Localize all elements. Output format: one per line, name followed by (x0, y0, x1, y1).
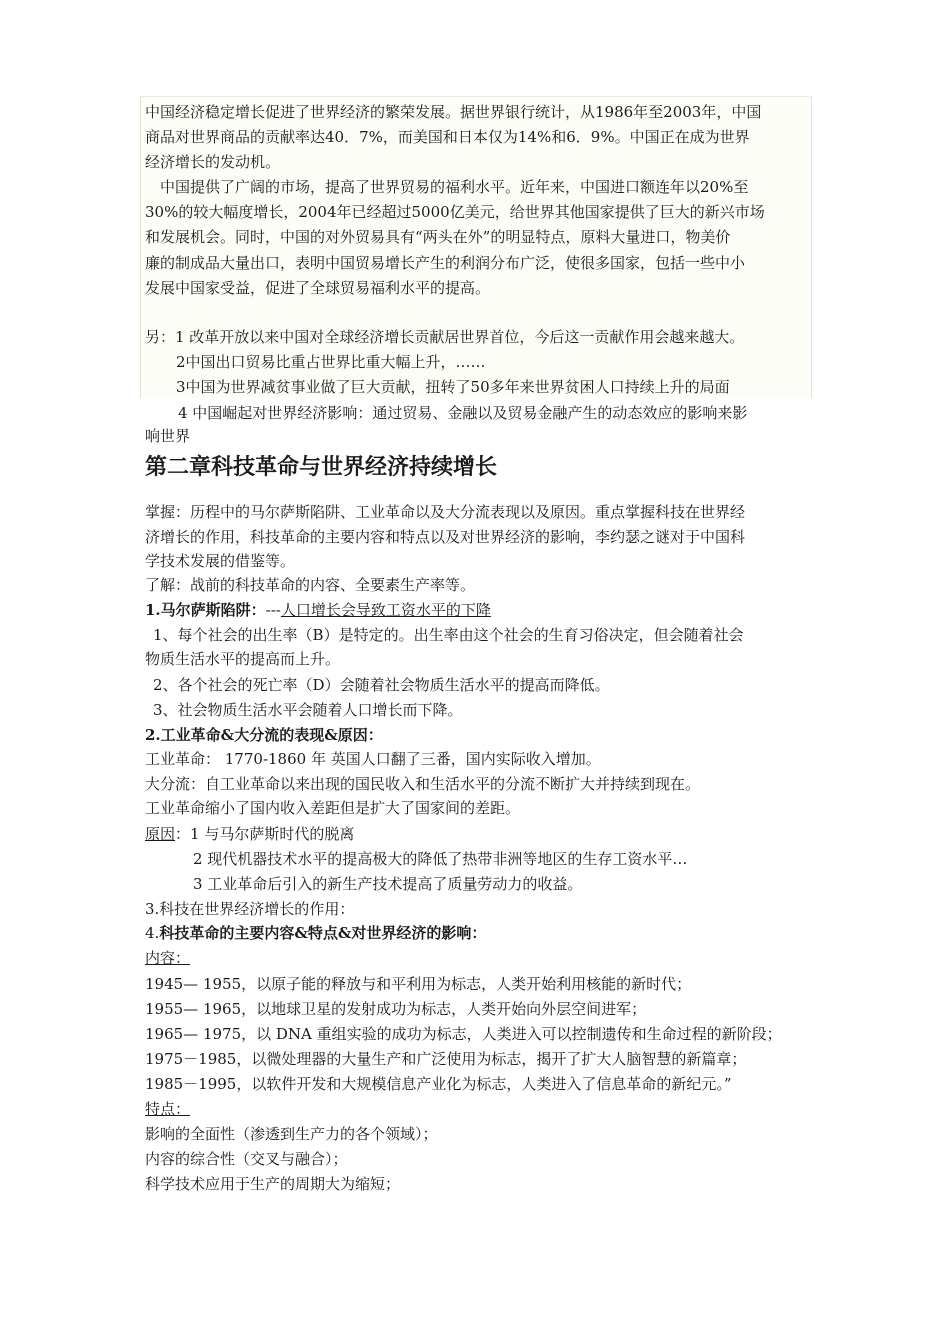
reason-label: 原因 (145, 825, 176, 843)
extra-note-4-cont: 响世界 (145, 427, 191, 445)
great-divergence-line: 大分流：自工业革命以来出现的国民收入和生活水平的分流不断扩大并持续到现在。 (145, 775, 701, 793)
section-1-heading-line (145, 599, 491, 621)
content-item: 1985－1995，以软件开发和大规模信息产业化为标志，人类进入了信息革命的新纪元。” (145, 1075, 732, 1093)
extra-note-4: 4 中国崛起对世界经济影响：通过贸易、金融以及贸易金融产生的动态效应的影响来影 (178, 404, 748, 422)
feature-item: 影响的全面性（渗透到生产力的各个领域）； (145, 1125, 438, 1143)
content-label: 内容： (145, 949, 191, 967)
extra-note-2: 2中国出口贸易比重占世界比重大幅上升，…… (176, 353, 486, 371)
mastery-line: 掌握：历程中的马尔萨斯陷阱、工业革命以及大分流表现以及原因。重点掌握科技在世界经 (145, 503, 746, 521)
mastery-line: 学技术发展的借鉴等。 (145, 552, 296, 570)
mastery-line: 济增长的作用，科技革命的主要内容和特点以及对世界经济的影响，李约瑟之谜对于中国科 (145, 528, 746, 546)
intro-p2-line: 和发展机会。同时，中国的对外贸易具有“两头在外”的明显特点，原料大量进口，物美价 (145, 228, 731, 246)
income-gap-line: 工业革命缩小了国内收入差距但是扩大了国家间的差距。 (145, 799, 521, 817)
extra-note-3: 3中国为世界减贫事业做了巨大贡献，扭转了50多年来世界贫困人口持续上升的局面 (176, 378, 730, 396)
reason-3: 3 工业革命后引入的新生产技术提高了质量劳动力的收益。 (193, 875, 583, 893)
intro-p2-line: 30%的较大幅度增长，2004年已经超过5000亿美元，给世界其他国家提供了巨大的新兴市场 (145, 203, 765, 221)
malthus-definition: 人口增长会导致工资水平的下降 (280, 601, 491, 619)
intro-p2-line: 发展中国家受益，促进了全球贸易福利水平的提高。 (145, 279, 491, 297)
section-4-number: 4. (145, 924, 160, 942)
intro-p1-line: 商品对世界商品的贡献率达40．7%，而美国和日本仅为14%和6．9%。中国正在成为世界 (145, 128, 750, 146)
intro-p2-line: 廉的制成品大量出口，表明中国贸易增长产生的利润分布广泛，使很多国家，包括一些中小 (145, 254, 746, 272)
section-4-heading: 科技革命的主要内容&特点&对世界经济的影响： (159, 924, 487, 942)
content-item: 1945— 1955，以原子能的释放与和平利用为标志，人类开始利用核能的新时代； (145, 975, 692, 993)
reason-1: ：1 与马尔萨斯时代的脱离 (175, 825, 355, 843)
section-3-heading: 3.科技在世界经济增长的作用： (145, 900, 355, 918)
content-item: 1955— 1965，以地球卫星的发射成功为标志，人类开始向外层空间进军； (145, 1000, 647, 1018)
malthus-item-3: 3、社会物质生活水平会随着人口增长而下降。 (153, 701, 463, 719)
intro-p1-line: 中国经济稳定增长促进了世界经济的繁荣发展。据世界银行统计，从1986年至2003年，中国 (145, 103, 762, 121)
content-item: 1975－1985，以微处理器的大量生产和广泛使用为标志，揭开了扩大人脑智慧的新篇章； (145, 1050, 747, 1068)
excerpt-top-rule (140, 96, 810, 97)
malthus-item-1: 1、每个社会的出生率（B）是特定的。出生率由这个社会的生育习俗决定，但会随着社会 (153, 626, 744, 644)
content-item: 1965— 1975，以 DNA 重组实验的成功为标志，人类进入可以控制遗传和生命过程的新阶段； (145, 1025, 782, 1043)
intro-p2-line: 中国提供了广阔的市场，提高了世界贸易的福利水平。近年来，中国进口额连年以20%至 (160, 178, 749, 196)
section-1-heading: 1.马尔萨斯陷阱： (145, 601, 266, 619)
chapter-title: 第二章科技革命与世界经济持续增长 (145, 454, 498, 480)
features-label: 特点： (145, 1100, 191, 1118)
industrial-revolution-line: 工业革命： 1770-1860 年 英国人口翻了三番，国内实际收入增加。 (145, 750, 601, 768)
section-2-heading: 2.工业革命&大分流的表现&原因： (145, 726, 383, 744)
intro-p1-line: 经济增长的发动机。 (145, 153, 281, 171)
section-1-dash: --- (265, 601, 281, 619)
reason-line-1 (145, 823, 354, 845)
feature-item: 内容的综合性（交叉与融合）； (145, 1150, 348, 1168)
malthus-item-2: 2、各个社会的死亡率（D）会随着社会物质生活水平的提高而降低。 (153, 676, 610, 694)
malthus-item-1-cont: 物质生活水平的提高而上升。 (145, 650, 341, 668)
feature-item: 科学技术应用于生产的周期大为缩短； (145, 1175, 401, 1193)
extra-note-1: 另：1 改革开放以来中国对全球经济增长贡献居世界首位，今后这一贡献作用会越来越大。 (145, 328, 745, 346)
reason-2: 2 现代机器技术水平的提高极大的降低了热带非洲等地区的生存工资水平… (193, 850, 688, 868)
section-4-heading-line (145, 922, 486, 944)
understand-line: 了解：战前的科技革命的内容、全要素生产率等。 (145, 576, 476, 594)
